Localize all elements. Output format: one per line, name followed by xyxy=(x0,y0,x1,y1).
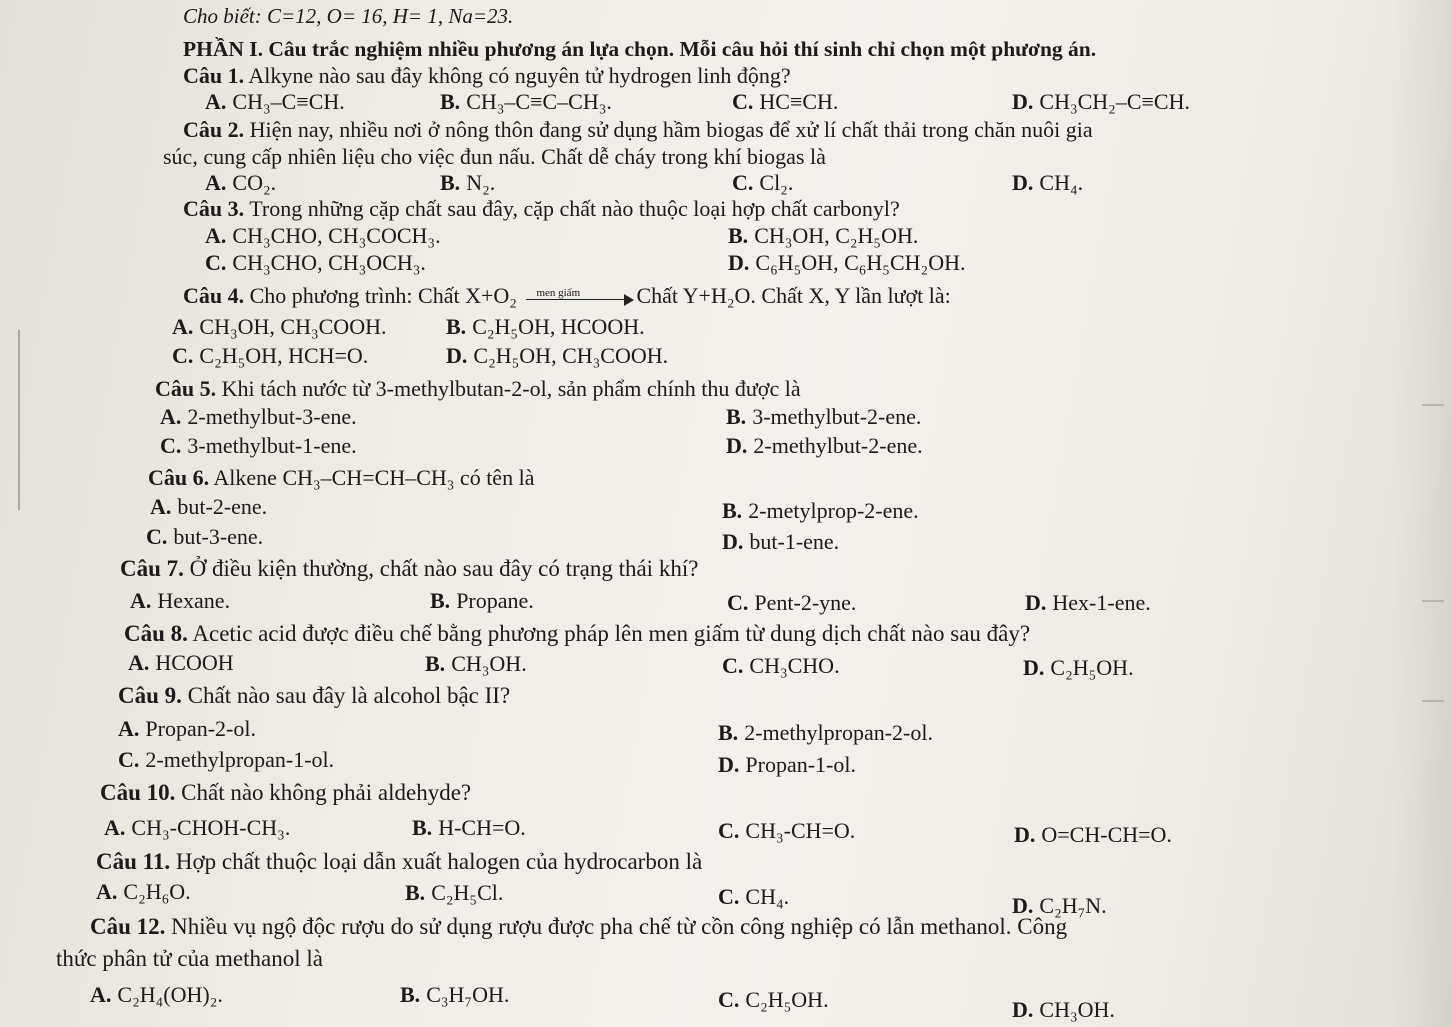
question-label: Câu 12. xyxy=(90,914,166,939)
question-12 xyxy=(90,914,1067,940)
option-1d[interactable]: D. CH₃CH₂–C≡CH. xyxy=(1012,89,1190,114)
option-5b[interactable]: B. 3-methylbut-2-ene. xyxy=(726,404,922,429)
question-label: Câu 1. xyxy=(183,63,245,88)
option-10c[interactable]: C. CH₃-CH=O. xyxy=(718,818,856,843)
option-10a[interactable]: A. CH₃-CHOH-CH₃. xyxy=(104,815,291,840)
question-5 xyxy=(155,376,801,402)
question-text: Chất nào không phải aldehyde? xyxy=(175,780,472,805)
question-text-after: Chất Y+H₂O. Chất X, Y lần lượt là: xyxy=(636,283,951,308)
option-3b[interactable]: B. CH₃OH, C₂H₅OH. xyxy=(728,223,919,248)
option-2c[interactable]: C. Cl₂. xyxy=(732,170,794,195)
question-text: Cho phương trình: Chất X+O₂ xyxy=(244,283,517,308)
option-8a[interactable]: A. HCOOH xyxy=(128,650,234,675)
reaction-arrow xyxy=(524,288,634,308)
question-12-line2: thức phân tử của methanol là xyxy=(56,946,323,971)
question-label: Câu 11. xyxy=(96,849,171,874)
option-9a[interactable]: A. Propan-2-ol. xyxy=(118,716,256,741)
option-6c[interactable]: C. but-3-ene. xyxy=(146,524,264,549)
option-6b[interactable]: B. 2-metylprop-2-ene. xyxy=(722,498,919,523)
question-text: Alkyne nào sau đây không có nguyên tử hydrogen linh động? xyxy=(244,63,791,88)
question-text: Trong những cặp chất sau đây, cặp chất nào thuộc loại hợp chất carbonyl? xyxy=(244,196,900,221)
option-2d[interactable]: D. CH₄. xyxy=(1012,170,1084,195)
question-label: Câu 6. xyxy=(148,465,210,490)
margin-mark xyxy=(1422,404,1444,406)
option-11b[interactable]: B. C₂H₅Cl. xyxy=(405,880,504,905)
question-3 xyxy=(183,196,900,222)
question-2-line2: súc, cung cấp nhiên liệu cho việc đun nấu. Chất dễ cháy trong khí biogas là xyxy=(163,144,826,169)
question-text: Hiện nay, nhiều nơi ở nông thôn đang sử dụng hầm biogas để xử lí chất thải trong chăn nuôi gia xyxy=(244,117,1093,142)
option-10d[interactable]: D. O=CH-CH=O. xyxy=(1014,822,1172,847)
option-4d[interactable]: D. C₂H₅OH, CH₃COOH. xyxy=(446,343,669,368)
question-label: Câu 2. xyxy=(183,117,245,142)
option-8d[interactable]: D. C₂H₅OH. xyxy=(1023,655,1134,680)
option-4b[interactable]: B. C₂H₅OH, HCOOH. xyxy=(446,314,645,339)
option-9c[interactable]: C. 2-methylpropan-1-ol. xyxy=(118,747,335,772)
option-11a[interactable]: A. C₂H₆O. xyxy=(96,879,191,904)
question-label: Câu 4. xyxy=(183,283,245,308)
question-11 xyxy=(96,849,702,875)
option-3d[interactable]: D. C₆H₅OH, C₆H₅CH₂OH. xyxy=(728,250,966,275)
option-6d[interactable]: D. but-1-ene. xyxy=(722,529,840,554)
option-12c[interactable]: C. C₂H₅OH. xyxy=(718,987,829,1012)
option-4a[interactable]: A. CH₃OH, CH₃COOH. xyxy=(172,314,387,339)
margin-mark xyxy=(1422,600,1444,602)
margin-mark xyxy=(1422,700,1444,702)
option-6a[interactable]: A. but-2-ene. xyxy=(150,494,268,519)
option-3c[interactable]: C. CH₃CHO, CH₃OCH₃. xyxy=(205,250,426,275)
question-label: Câu 7. xyxy=(120,556,184,581)
option-8c[interactable]: C. CH₃CHO. xyxy=(722,653,840,678)
question-7 xyxy=(120,556,698,582)
part1-header: PHẦN I. Câu trắc nghiệm nhiều phương án lựa chọn. Mỗi câu hỏi thí sinh chỉ chọn một phương án. xyxy=(183,37,1097,61)
question-label: Câu 9. xyxy=(118,683,182,708)
option-11d[interactable]: D. C₂H₇N. xyxy=(1012,893,1107,918)
question-text: Hợp chất thuộc loại dẫn xuất halogen của hydrocarbon là xyxy=(170,849,703,874)
option-12a[interactable]: A. C₂H₄(OH)₂. xyxy=(90,982,223,1007)
question-2 xyxy=(183,117,1093,143)
question-9 xyxy=(118,683,510,709)
question-4 xyxy=(183,283,951,309)
question-label: Câu 8. xyxy=(124,621,188,646)
question-text: Alkene CH₃–CH=CH–CH₃ có tên là xyxy=(209,465,535,490)
option-1a[interactable]: A. CH₃–C≡CH. xyxy=(205,89,345,114)
option-11c[interactable]: C. CH₄. xyxy=(718,884,790,909)
option-10b[interactable]: B. H-CH=O. xyxy=(412,815,526,840)
option-12b[interactable]: B. C₃H₇OH. xyxy=(400,982,510,1007)
page-edge-shadow xyxy=(1392,0,1452,1027)
question-text: Nhiều vụ ngộ độc rượu do sử dụng rượu được pha chế từ cồn công nghiệp có lẫn methanol. Công xyxy=(165,914,1068,939)
option-1b[interactable]: B. CH₃–C≡C–CH₃. xyxy=(440,89,612,114)
page-fold-mark xyxy=(18,330,20,510)
question-6 xyxy=(148,465,534,491)
question-label: Câu 3. xyxy=(183,196,245,221)
option-8b[interactable]: B. CH₃OH. xyxy=(425,651,527,676)
option-5a[interactable]: A. 2-methylbut-3-ene. xyxy=(160,404,357,429)
question-label: Câu 5. xyxy=(155,376,217,401)
option-7c[interactable]: C. Pent-2-yne. xyxy=(727,590,857,615)
option-9d[interactable]: D. Propan-1-ol. xyxy=(718,752,856,777)
option-9b[interactable]: B. 2-methylpropan-2-ol. xyxy=(718,720,933,745)
option-7d[interactable]: D. Hex-1-ene. xyxy=(1025,590,1151,615)
question-1 xyxy=(183,63,791,89)
question-text: Ở điều kiện thường, chất nào sau đây có trạng thái khí? xyxy=(183,556,699,581)
option-2b[interactable]: B. N₂. xyxy=(440,170,496,195)
question-8 xyxy=(124,621,1030,647)
question-text: Acetic acid được điều chế bằng phương pháp lên men giấm từ dung dịch chất nào sau đây? xyxy=(187,621,1031,646)
question-text: Chất nào sau đây là alcohol bậc II? xyxy=(181,683,511,708)
question-label: Câu 10. xyxy=(100,780,176,805)
question-10 xyxy=(100,780,471,806)
option-5c[interactable]: C. 3-methylbut-1-ene. xyxy=(160,433,357,458)
arrow-condition-label: men giấm xyxy=(536,286,581,299)
question-text: Khi tách nước từ 3-methylbutan-2-ol, sản phẩm chính thu được là xyxy=(216,376,801,401)
option-3a[interactable]: A. CH₃CHO, CH₃COCH₃. xyxy=(205,223,441,248)
given-atomic-masses: Cho biết: C=12, O= 16, H= 1, Na=23. xyxy=(183,4,514,28)
option-5d[interactable]: D. 2-methylbut-2-ene. xyxy=(726,433,923,458)
option-1c[interactable]: C. HC≡CH. xyxy=(732,89,839,114)
option-2a[interactable]: A. CO₂. xyxy=(205,170,277,195)
option-12d[interactable]: D. CH₃OH. xyxy=(1012,997,1115,1022)
option-7a[interactable]: A. Hexane. xyxy=(130,588,231,613)
option-7b[interactable]: B. Propane. xyxy=(430,588,534,613)
option-4c[interactable]: C. C₂H₅OH, HCH=O. xyxy=(172,343,369,368)
